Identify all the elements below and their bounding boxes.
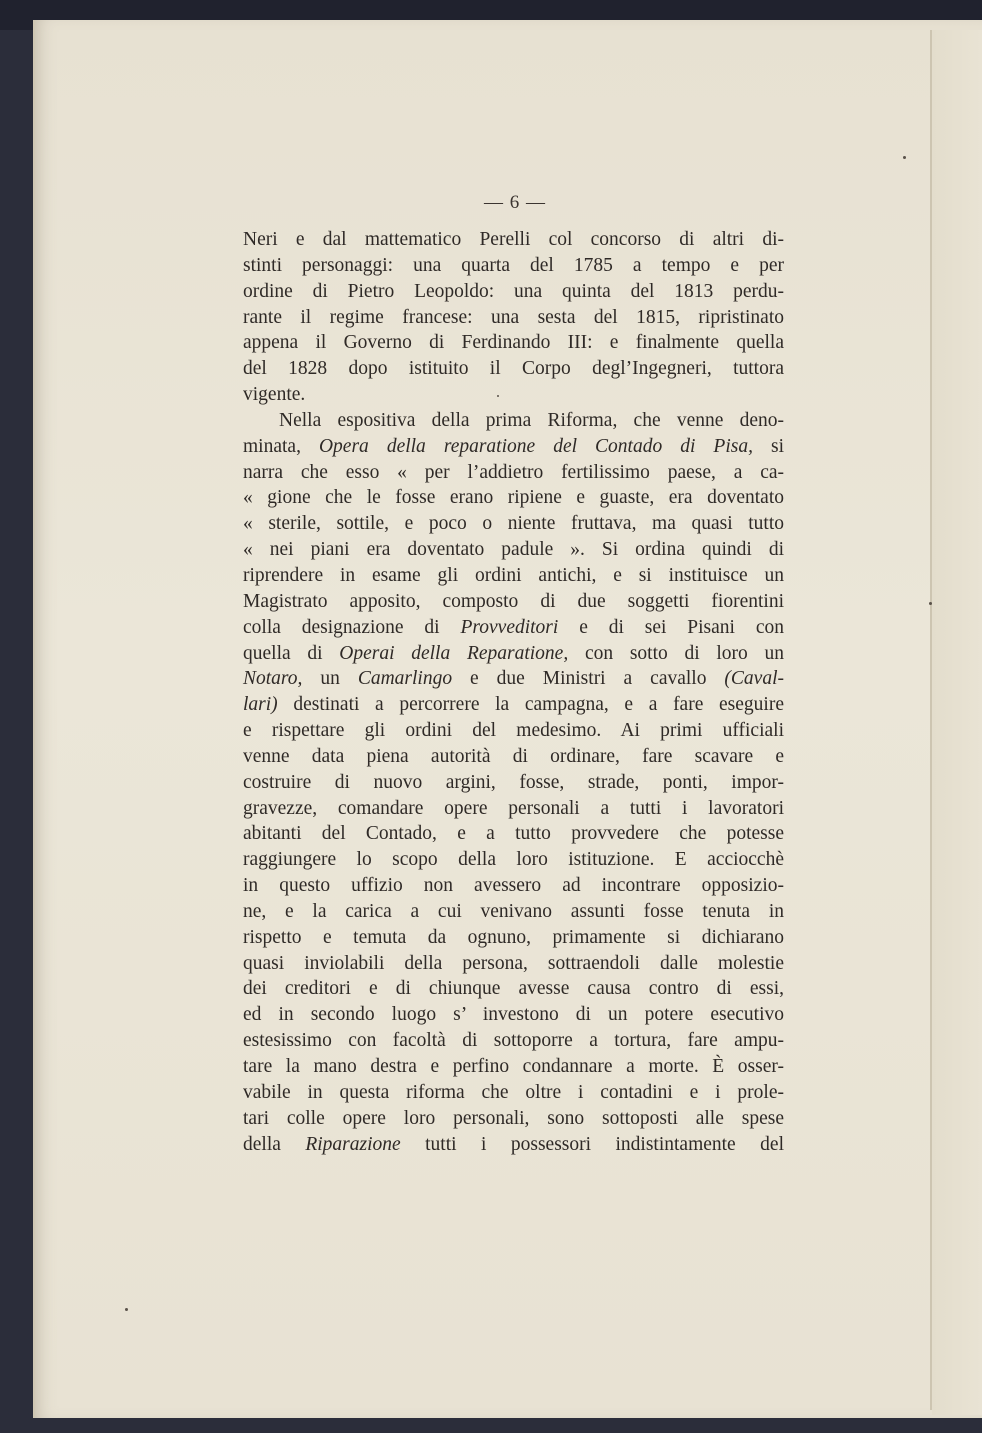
text-line [243, 460, 784, 486]
text-run: minata, [243, 435, 319, 457]
text-line [243, 382, 784, 408]
text-line [243, 951, 784, 977]
text-run: Nella espositiva della prima Riforma, che venne deno- [279, 409, 784, 431]
text-run: venne data piena autorità di ordinare, fare scavare e [243, 745, 784, 767]
text-line [243, 925, 784, 951]
text-run: e due Ministri a cavallo [452, 668, 725, 690]
text-run: raggiungere lo scopo della loro istituzione. E acciocchè [243, 849, 784, 871]
text-run: vabile in questa riforma che oltre i contadini e i prole- [243, 1081, 784, 1103]
text-run: della [243, 1133, 306, 1155]
text-line [243, 976, 784, 1002]
text-run: colla designazione di [243, 616, 461, 638]
text-run: ed in secondo luogo s’ investono di un potere esecutivo [243, 1004, 784, 1026]
text-run: « sterile, sottile, e poco o niente fruttava, ma quasi tutto [243, 513, 784, 535]
text-run: estesissimo con facoltà di sottoporre a tortura, fare ampu- [243, 1030, 784, 1052]
italic-phrase: Operai della Reparatione, [339, 642, 569, 664]
text-run: vigente. [243, 384, 306, 406]
text-run: quella di [243, 642, 340, 664]
italic-phrase: (Caval- [724, 668, 784, 690]
text-run: e rispettare gli ordini del medesimo. Ai primi ufficiali [243, 720, 784, 742]
paper-speck [929, 602, 932, 605]
text-line [243, 330, 784, 356]
text-run: rante il regime francese: una sesta del 1815, ripristinato [243, 306, 784, 328]
text-line [243, 899, 784, 925]
text-line [243, 770, 784, 796]
text-run: con sotto di loro un [568, 642, 784, 664]
text-run: « gione che le fosse erano ripiene e guaste, era doventato [243, 487, 784, 509]
text-line [243, 666, 784, 692]
text-run: un [302, 668, 358, 690]
text-run: ordine di Pietro Leopoldo: una quinta del 1813 perdu- [243, 280, 784, 302]
paper-speck [125, 1308, 128, 1311]
paper-speck [497, 395, 499, 397]
text-run: costruire di nuovo argini, fosse, strade, ponti, impor- [243, 771, 784, 793]
text-run: narra che esso « per l’addietro fertilissimo paese, a ca- [243, 461, 784, 483]
italic-phrase: Riparazione [305, 1133, 401, 1155]
italic-phrase: Provveditori [460, 616, 559, 638]
body-text [243, 227, 784, 1157]
text-line [243, 796, 784, 822]
text-line [243, 1080, 784, 1106]
text-line [243, 305, 784, 331]
text-line [243, 537, 784, 563]
text-line [243, 589, 784, 615]
text-run: appena il Governo di Ferdinando III: e finalmente quella [243, 332, 784, 354]
text-run: abitanti del Contado, e a tutto provvedere che potesse [243, 823, 784, 845]
text-line [243, 279, 784, 305]
text-run: stinti personaggi: una quarta del 1785 a tempo e per [243, 254, 784, 276]
text-run: in questo uffizio non avessero ad incontrare opposizio- [243, 875, 784, 897]
text-line [243, 615, 784, 641]
text-line [243, 641, 784, 667]
text-line [243, 692, 784, 718]
text-line [243, 1054, 784, 1080]
text-run: tutti i possessori indistintamente del [400, 1133, 784, 1155]
text-line [243, 1002, 784, 1028]
text-run: « nei piani era doventato padule ». Si ordina quindi di [243, 539, 784, 561]
text-run: tari colle opere loro personali, sono sottoposti alle spese [243, 1107, 784, 1129]
text-line [243, 1106, 784, 1132]
text-line [243, 227, 784, 253]
italic-phrase: Opera della reparatione del Contado di Pisa, [318, 435, 753, 457]
italic-phrase: Notaro, [243, 668, 303, 690]
text-line [243, 1028, 784, 1054]
text-run: tare la mano destra e perfino condannare a morte. È osser- [243, 1056, 784, 1077]
page-number: — 6 — [484, 192, 546, 213]
text-run: gravezze, comandare opere personali a tutti i lavoratori [243, 797, 784, 819]
text-run: si [752, 435, 784, 457]
text-run: Magistrato apposito, composto di due soggetti fiorentini [243, 590, 784, 612]
paper-speck [903, 156, 906, 159]
text-line [243, 847, 784, 873]
text-run: ne, e la carica a cui venivano assunti fosse tenuta in [243, 900, 784, 922]
text-run: rispetto e temuta da ognuno, primamente si dichiarano [243, 926, 784, 948]
text-run: del 1828 dopo istituito il Corpo degl’Ingegneri, tuttora [243, 358, 784, 380]
text-line [243, 511, 784, 537]
italic-phrase: lari) [243, 694, 278, 716]
text-line [243, 744, 784, 770]
text-line [243, 718, 784, 744]
text-line [243, 485, 784, 511]
text-run: riprendere in esame gli ordini antichi, e si instituisce un [243, 564, 784, 586]
page-fold [930, 30, 932, 1410]
italic-phrase: Camarlingo [357, 668, 453, 690]
text-line [243, 434, 784, 460]
text-line [243, 408, 784, 434]
text-line [243, 821, 784, 847]
text-run: dei creditori e di chiunque avesse causa contro di essi, [243, 978, 784, 1000]
text-line [243, 253, 784, 279]
text-run: quasi inviolabili della persona, sottraendoli dalle molestie [243, 952, 784, 974]
text-line [243, 356, 784, 382]
facing-page-edge [932, 30, 982, 1415]
text-run: Neri e dal mattematico Perelli col concorso di altri di- [243, 229, 784, 250]
text-line [243, 1132, 784, 1158]
text-run: destinati a percorrere la campagna, e a fare eseguire [277, 694, 784, 716]
text-line [243, 563, 784, 589]
text-line [243, 873, 784, 899]
text-run: e di sei Pisani con [558, 616, 784, 638]
